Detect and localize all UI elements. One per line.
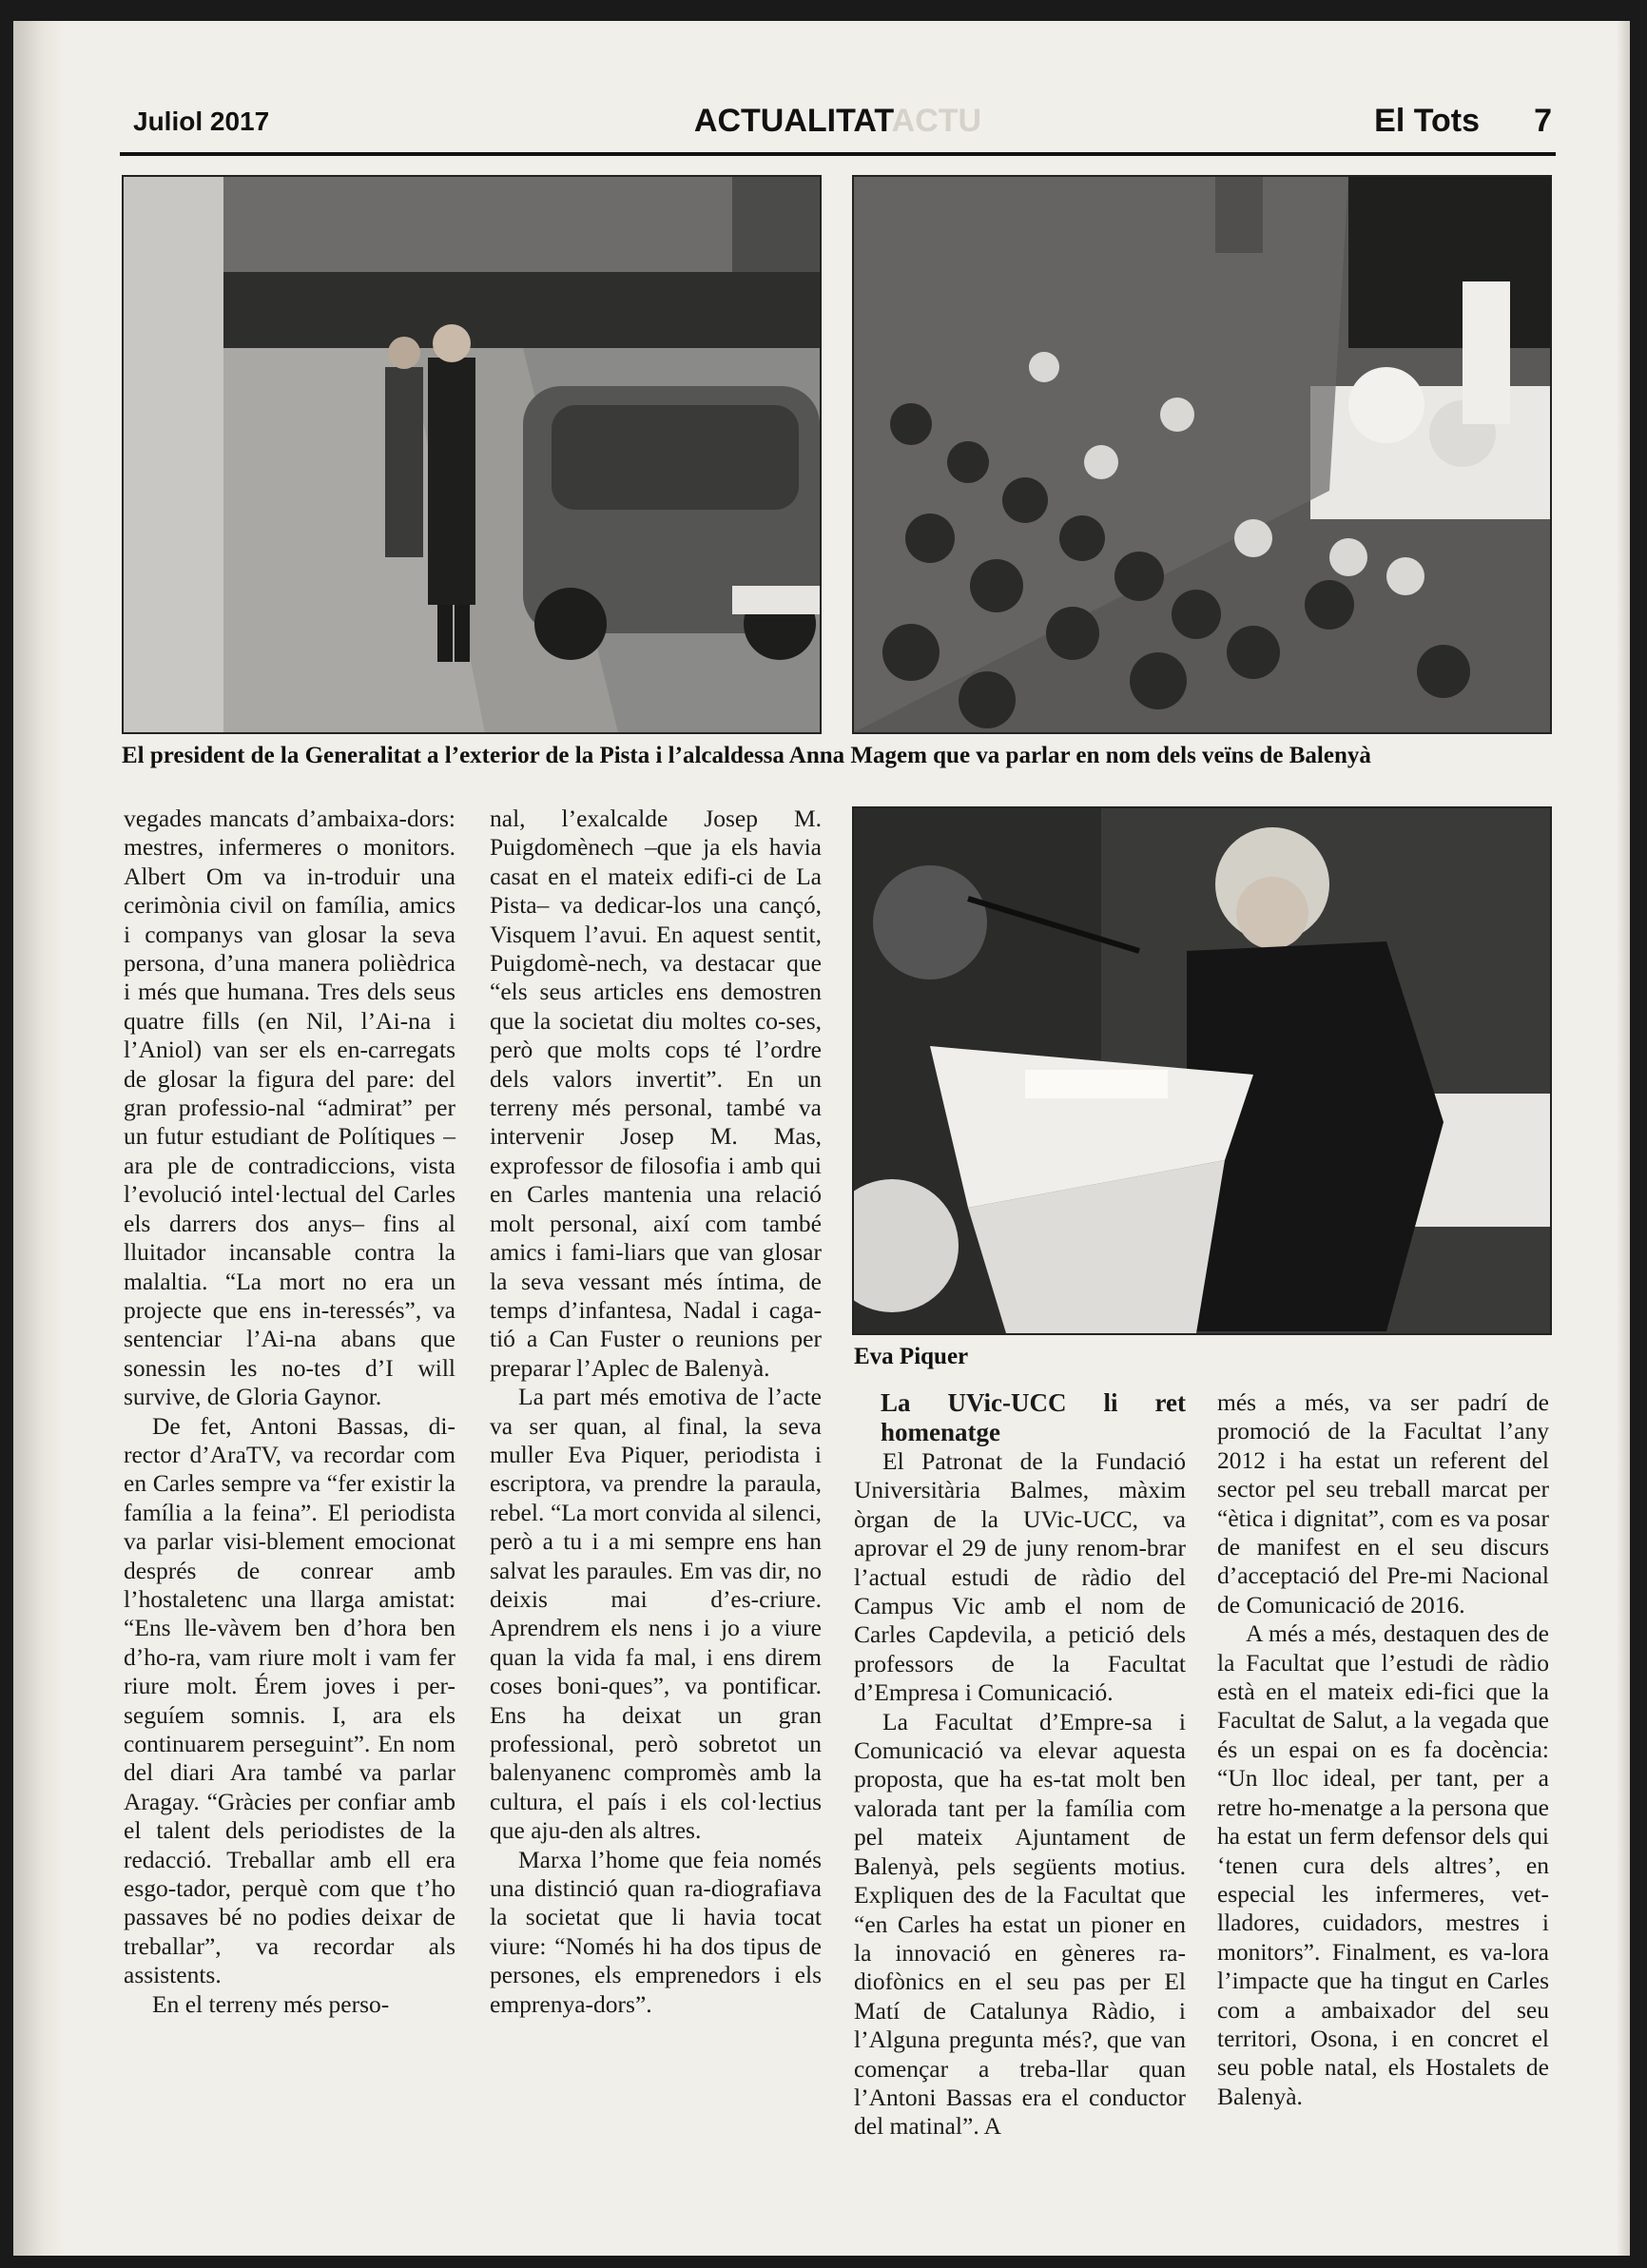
paragraph: El Patronat de la Fundació Universitària Balmes, màxim òrgan de la UVic-UCC, va aprovar el 29 de juny renom-brar l’actual estudi de ràdio del Campus Vic amb el nom de Carles Capdevila, a petició dels professors de la Facultat d’Empresa i Comunicació. (854, 1447, 1186, 1707)
paragraph: vegades mancats d’ambaixa-dors: mestres, infermeres o monitors. Albert Om va in-troduir una cerimònia civil on família, amics i companys van glosar la seva persona, d’una manera polièdrica i més que humana. Tres dels seus quatre fills (en Nil, l’Ai-na i l’Aniol) van ser els en-carregats de glosar la figura del pare: del gran professio-nal “admirat” per un futur estudiant de Polítiques –ara ple de contradiccions, vista l’evolució intel·lectual del Carles els darrers dos anys– fins al lluitador incansable contra la malaltia. “La mort no era un projecte que ens in-teressés”, va sentenciar l’Ai-na abans que sonessin les no-tes d’I will survive, de Gloria Gaynor. (124, 804, 455, 1411)
paragraph: A més a més, destaquen des de la Facultat que l’estudi de ràdio està en el mateix edi-fici que la Facultat de Salut, a la vegada que és un espai on es fa docència: “Un lloc ideal, per tant, per a retre ho-menatge a la persona que ha estat un ferm defensor dels qui ‘tenen cura dels altres’, en especial les infermeres, vet-lladores, cuidadors, mestres i monitors”. Finalment, es va-lora l’impacte que ha tingut en Carles com a ambaixador del seu territori, Osona, i en concret el seu poble natal, els Hostalets de Balenyà. (1217, 1619, 1549, 2110)
paragraph: Marxa l’home que feia només una distinció quan ra-diografiava la societat que li havia tocat viure: “Només hi ha dos tipus de persones, els emprenedors i els emprenya-dors”. (490, 1845, 822, 2018)
paragraph: més a més, va ser padrí de promoció de la Facultat l’any 2012 i ha estat un referent del sector pel seu treball marcat per “ètica i dignitat”, com es va posar de manifest en el seu discurs d’acceptació del Pre-mi Nacional de Comunicació de 2016. (1217, 1388, 1549, 1619)
article-column-1 (124, 804, 455, 2019)
publication-name: El Tots (1374, 103, 1480, 139)
eva-piquer-photo (852, 806, 1552, 1335)
top-photos-caption: El president de la Generalitat a l’exterior de la Pista i l’alcaldessa Anna Magem que va parlar en nom dels veïns de Balenyà (122, 743, 1371, 768)
page-header (120, 89, 1556, 156)
newspaper-page (13, 21, 1630, 2256)
section-title-ghost: ACTU (891, 103, 982, 139)
page-fold-shadow (13, 21, 66, 2256)
section-title: ACTUALITATACTU (693, 103, 982, 139)
sidebar-heading: La UVic-UCC li ret homenatge (881, 1388, 1186, 1446)
article-column-3 (854, 1388, 1186, 2142)
article-column-4 (1217, 1388, 1549, 2111)
paragraph: De fet, Antoni Bassas, di-rector d’AraTV, va recordar com en Carles sempre va “fer existir la família a la feina”. El periodista va parlar visi-blement emocionat després de conrear amb l’hostaletenc una llarga amistat: “Ens lle-vàvem ben d’hora ben d’ho-ra, vam riure molt i vam fer riure molt. Érem joves i per-seguíem somnis. I, ara els continuarem perseguint”. En nom del diari Ara també va parlar Aragay. “Gràcies per confiar amb el talent dels periodistes de la redacció. Treballar amb ell era esgo-tador, perquè com que t’ho passaves bé no podies deixar de treballar”, va recordar als assistents. (124, 1411, 455, 1989)
article-column-2 (490, 804, 822, 2019)
page-number: 7 (1534, 103, 1552, 139)
paragraph: En el terreny més perso- (152, 1989, 390, 2018)
president-walking-photo (122, 175, 822, 734)
paragraph: nal, l’exalcalde Josep M. Puigdomènech –que ja els havia casat en el mateix edifi-ci de La Pista– va dedicar-los una cançó, Visquem l’avui. En aquest sentit, Puigdomè-nech, va destacar que “els seus articles ens demostren que la societat diu moltes co-ses, però que molts cops té l’ordre dels valors invertit”. En un terreny més personal, també va intervenir Josep M. Mas, exprofessor de filosofia i amb qui en Carles mantenia una relació molt personal, així com també amics i fami-liars que van glosar la seva vessant més íntima, de temps d’infantesa, Nadal i caga-tió a Can Fuster o reunions per preparar l’Aplec de Balenyà. (490, 804, 822, 1382)
paragraph: La part més emotiva de l’acte va ser quan, al final, la seva muller Eva Piquer, periodista i escriptora, va prendre la paraula, rebel. “La mort convida al silenci, però a tu i a mi sempre ens han salvat les paraules. Em vas dir, no deixis mai d’es-criure. Aprendrem els nens i jo a viure quan la vida fa mal, i ens direm coses boni-ques”, va pontificar. Ens ha deixat un gran professional, però sobretot un balenyanenc compromès amb la cultura, el país i els col·lectius que aju-den als altres. (490, 1383, 822, 1845)
issue-date: Juliol 2017 (133, 107, 270, 136)
paragraph: La Facultat d’Empre-sa i Comunicació va elevar aquesta proposta, que ha es-tat molt ben valorada tant per la família com pel mateix Ajuntament de Balenyà, pels següents motius. Expliquen des de la Facultat que “en Carles ha estat un pioner en la innovació en gèneres ra-diofònics en el seu pas per El Matí de Catalunya Ràdio, i l’Alguna pregunta més?, que van començar a treba-llar quan l’Antoni Bassas era el conductor del matinal”. A (854, 1707, 1186, 2141)
page-edge-shadow (1617, 21, 1630, 2256)
ceremony-crowd-photo (852, 175, 1552, 734)
middle-photo-caption: Eva Piquer (854, 1344, 969, 1369)
